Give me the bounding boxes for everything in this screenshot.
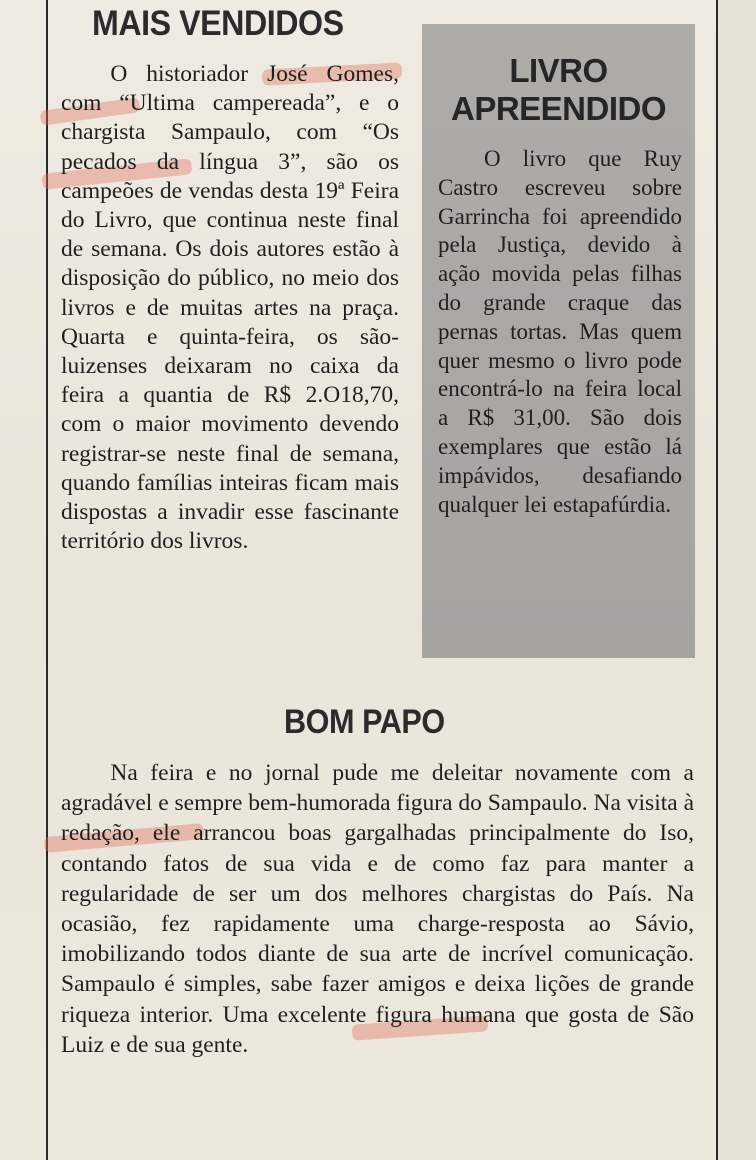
sidebar-body: O livro que Ruy Castro escreveu sobre Garrincha foi apreendido pela Justiça, devido à ação movida pelas filhas do grande craque das pernas tortas. Mas quem quer mesmo o livro pode encontrá-lo na feira local a R$ 31,00. São dois exemplares que estão lá impávidos, desafiando qualquer lei estapafúrdia.	[438, 146, 682, 517]
sidebar-headline-line2: APREENDIDO	[450, 90, 667, 127]
headline-bom-papo: BOM PAPO	[284, 703, 445, 741]
headline-mais-vendidos: MAIS VENDIDOS	[92, 4, 344, 43]
sidebar-headline-line1: LIVRO	[509, 52, 608, 89]
sidebar-box-livro-apreendido	[422, 24, 695, 658]
article-body-bom-papo: Na feira e no jornal pude me deleitar novamente com a agradável e sempre bem-humorada figura do Sampaulo. Na visita à redação, ele arrancou boas gargalhadas principalmente do Iso, contando fatos de sua vida e de como faz para manter a regularidade de ser um dos melhores chargistas do País. Na ocasião, fez rapidamente uma charge-resposta ao Sávio, imobilizando todos diante de sua arte de incrível comunicação. Sampaulo é simples, sabe fazer amigos e deixa lições de grande riqueza interior. Uma excelente figura humana que gosta de São Luiz e de sua gente.	[61, 760, 694, 1058]
article-body-mais-vendidos: O historiador José Gomes, com “Ultima campereada”, e o chargista Sampaulo, com “Os pecados da língua 3”, são os campeões de vendas desta 19ª Feira do Livro, que continua neste final de semana. Os dois autores estão à disposição do público, no meio dos livros e de muitas artes na praça. Quarta e quinta-feira, os sãoluizenses deixaram no caixa da feira a quantia de R$ 2.O18,70, com o maior movimento devendo registrar-se neste final de semana, quando famílias inteiras ficam mais dispostas a invadir esse fascinante território dos livros.	[61, 61, 399, 555]
adjacent-column-edge	[718, 0, 756, 1160]
sidebar-headline	[422, 52, 695, 128]
